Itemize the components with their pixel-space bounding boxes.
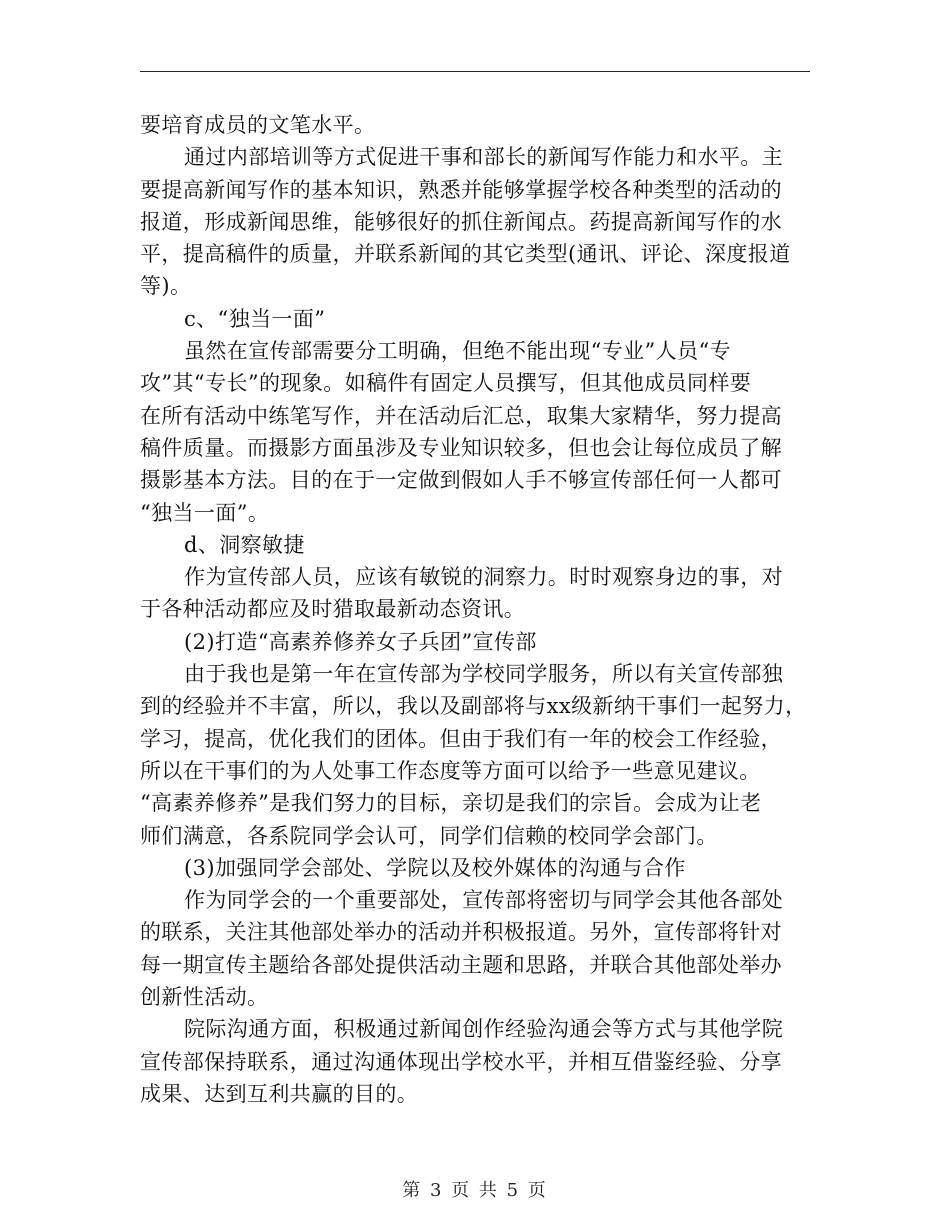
body-line: 要培育成员的文笔水平。 <box>140 113 376 137</box>
body-line: 要提高新闻写作的基本知识，熟悉并能够掌握学校各种类型的活动的 <box>140 177 782 202</box>
body-line: 作为宣传部人员，应该有敏锐的洞察力。时时观察身边的事，对 <box>184 565 784 590</box>
body-line: 攻”其“专长”的现象。如稿件有固定人员撰写，但其他成员同样要 <box>140 371 752 396</box>
body-line: 虽然在宣传部需要分工明确，但绝不能出现“专业”人员“专 <box>184 339 732 364</box>
body-line: 稿件质量。而摄影方面虽涉及专业知识较多，但也会让每位成员了解 <box>140 435 782 460</box>
body-line: 通过内部培训等方式促进干事和部长的新闻写作能力和水平。主 <box>184 145 784 170</box>
body-line: 报道，形成新闻思维，能够很好的抓住新闻点。药提高新闻写作的水 <box>140 209 782 234</box>
header-rule <box>140 71 810 72</box>
section-heading: (2)打造“高素养修养女子兵团”宣传部 <box>184 629 537 654</box>
body-line: 等)。 <box>140 274 192 299</box>
body-line: 作为同学会的一个重要部处，宣传部将密切与同学会其他各部处 <box>184 888 784 913</box>
body-line: 所以在干事们的为人处事工作态度等方面可以给予一些意见建议。 <box>140 758 761 783</box>
section-heading: c、“独当一面” <box>184 306 326 331</box>
body-line: 于各种活动都应及时猎取最新动态资讯。 <box>140 597 526 622</box>
body-line: 院际沟通方面，积极通过新闻创作经验沟通会等方式与其他学院 <box>184 1017 784 1042</box>
body-line: 学习，提高，优化我们的团体。但由于我们有一年的校会工作经验， <box>140 726 782 751</box>
body-line: 由于我也是第一年在宣传部为学校同学服务，所以有关宣传部独 <box>184 662 784 687</box>
body-line: 每一期宣传主题给各部处提供活动主题和思路，并联合其他部处举办 <box>140 952 782 977</box>
body-line: 在所有活动中练笔写作，并在活动后汇总，取集大家精华，努力提高 <box>140 403 782 428</box>
body-line: 的联系，关注其他部处举办的活动并积极报道。另外，宣传部将针对 <box>140 920 782 945</box>
body-line: 师们满意，各系院同学会认可，同学们信赖的校同学会部门。 <box>140 823 718 848</box>
body-line: 平，提高稿件的质量，并联系新闻的其它类型(通讯、评论、深度报道 <box>140 242 791 267</box>
body-line: 成果、达到互利共赢的目的。 <box>140 1081 419 1106</box>
page-number-footer: 第 3 页 共 5 页 <box>402 1180 548 1201</box>
body-line: 摄影基本方法。目的在于一定做到假如人手不够宣传部任何一人都可 <box>140 468 782 493</box>
body-line: 创新性活动。 <box>140 985 269 1010</box>
body-line: 宣传部保持联系，通过沟通体现出学校水平，并相互借鉴经验、分享 <box>140 1049 782 1074</box>
body-line: 到的经验并不丰富，所以，我以及副部将与xx级新纳干事们一起努力， <box>140 694 807 719</box>
document-body <box>140 109 812 1110</box>
section-heading: (3)加强同学会部处、学院以及校外媒体的沟通与合作 <box>184 855 686 880</box>
body-line: “独当一面”。 <box>140 500 270 525</box>
body-line: “高素养修养”是我们努力的目标，亲切是我们的宗旨。会成为让老 <box>140 791 762 816</box>
section-heading: d、洞察敏捷 <box>184 532 305 557</box>
